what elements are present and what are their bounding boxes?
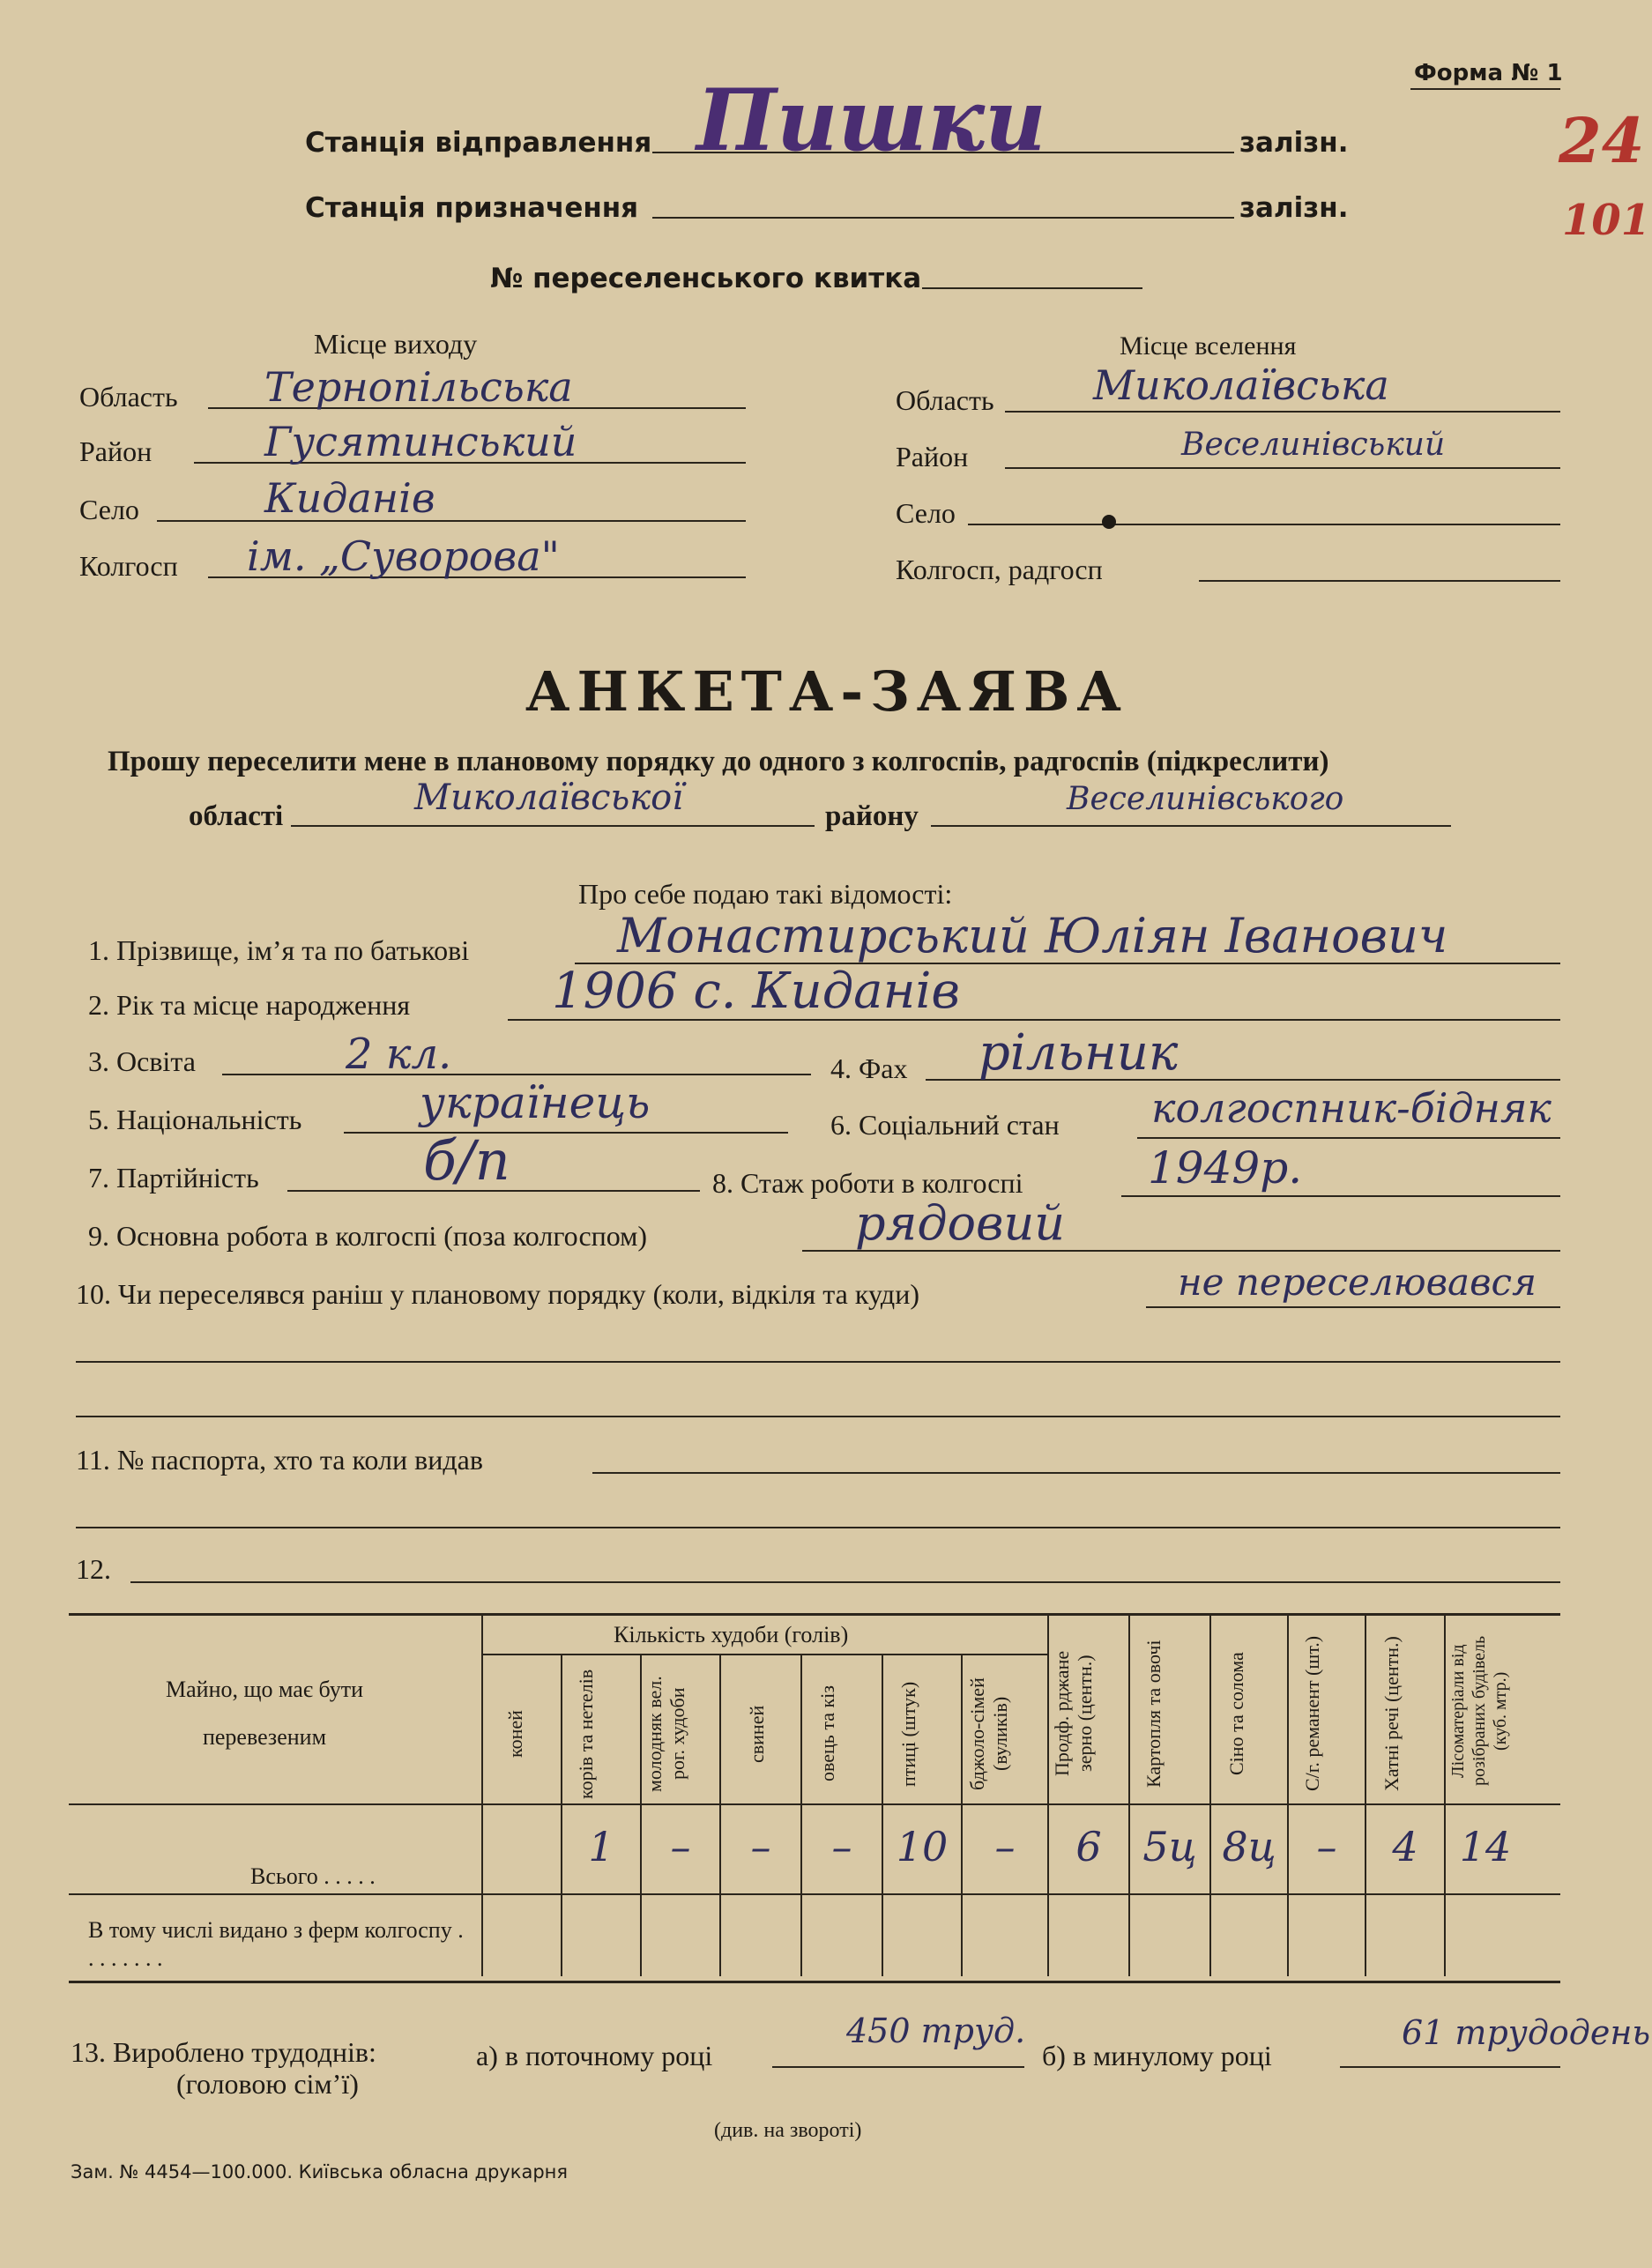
total-cell: – — [831, 1823, 852, 1870]
table-row-header: Майно, що має бути перевезеним — [166, 1677, 363, 1750]
request-rayon-line — [931, 825, 1451, 827]
field-3-line — [222, 1074, 811, 1075]
origin-oblast-value: Тернопільська — [264, 363, 573, 411]
origin-selo-value: Киданів — [264, 474, 435, 522]
col-divider — [561, 1654, 562, 1976]
col-header: Лісоматеріали від розібраних будівель (куб. мтр.) — [1448, 1635, 1510, 1787]
ticket-label: № переселенського квитка — [490, 263, 922, 294]
total-cell: 6 — [1075, 1823, 1102, 1870]
departure-label: Станція відправлення — [305, 127, 652, 159]
col-divider — [481, 1615, 483, 1976]
total-cell: 10 — [896, 1823, 949, 1870]
field-2-label: 2. Рік та місце народження — [88, 989, 411, 1021]
field-10-value: не переселювався — [1178, 1260, 1537, 1304]
col-header: бджоло-сімей (вуликів) — [966, 1677, 1011, 1790]
settlement-rayon-line — [1005, 467, 1560, 469]
total-cell: 14 — [1459, 1823, 1512, 1870]
field-5-label: 5. Національність — [88, 1104, 302, 1135]
field-2-value: 1906 с. Киданів — [552, 963, 960, 1020]
destination-label: Станція призначення — [305, 192, 639, 224]
col-divider — [1209, 1615, 1211, 1976]
workdays-current-line — [772, 2066, 1024, 2068]
col-divider — [1444, 1615, 1446, 1976]
field-6-label: 6. Соціальний стан — [830, 1109, 1060, 1141]
departure-value: Пишки — [696, 71, 1046, 170]
field-11-line-2 — [76, 1527, 1560, 1528]
printer-note: Зам. № 4454—100.000. Київська обласна друкарня — [71, 2161, 569, 2182]
origin-heading: Місце виходу — [314, 328, 478, 360]
page-title: АНКЕТА-ЗАЯВА — [525, 659, 1128, 724]
workdays-previous-value: 61 трудодень — [1402, 2013, 1651, 2052]
ink-dot — [1102, 515, 1116, 529]
destination-rail: залізн. — [1239, 192, 1349, 224]
field-12-label: 12. — [76, 1553, 111, 1585]
col-divider — [640, 1654, 642, 1976]
workdays-label: 13. Вироблено трудоднів: — [71, 2036, 376, 2068]
field-3-label: 3. Освіта — [88, 1045, 196, 1077]
total-cell: – — [670, 1823, 691, 1870]
settlement-oblast-label: Область — [896, 384, 994, 416]
settlement-heading: Місце вселення — [1120, 331, 1297, 361]
total-row-label: Всього . . . . . — [250, 1863, 376, 1889]
field-1-value: Монастирський Юліян Іванович — [617, 908, 1448, 963]
request-oblast-label: області — [189, 800, 284, 832]
settlement-rayon-value: Веселинівський — [1181, 427, 1446, 463]
col-divider — [882, 1654, 883, 1976]
col-divider — [800, 1654, 802, 1976]
col-header: свиней — [746, 1705, 768, 1763]
archive-mark-number: 101 — [1562, 196, 1651, 245]
farm-row-label: В тому числі видано з ферм колгоспу . . . . . . . . — [88, 1917, 464, 1971]
intro-text: Про себе подаю такі відомості: — [578, 878, 953, 910]
field-10-line — [1146, 1306, 1560, 1308]
col-header: корів та нетелів — [575, 1669, 597, 1799]
table-row-divider-1 — [69, 1803, 1560, 1805]
field-4-value: рільник — [979, 1024, 1179, 1082]
field-4-label: 4. Фах — [830, 1052, 908, 1084]
field-5-line — [344, 1132, 788, 1134]
field-1-label: 1. Прізвище, ім’я та по батькові — [88, 934, 470, 966]
col-divider — [1365, 1615, 1366, 1976]
destination-line — [652, 217, 1234, 219]
settlement-kolhosp-label: Колгосп, радгосп — [896, 554, 1103, 585]
request-rayon-value: Веселинівського — [1067, 781, 1344, 817]
livestock-group-header: Кількість худоби (голів) — [614, 1622, 849, 1647]
origin-rayon-value: Гусятинський — [264, 418, 577, 465]
settlement-selo-label: Село — [896, 497, 956, 529]
field-12-line — [130, 1581, 1560, 1583]
field-9-value: рядовий — [855, 1195, 1066, 1251]
field-10-label: 10. Чи переселявся раніш у плановому порядку (коли, відкіля та куди) — [76, 1278, 919, 1310]
archive-mark: 24 — [1559, 104, 1645, 177]
request-oblast-line — [291, 825, 815, 827]
see-reverse-note: (див. на звороті) — [714, 2119, 862, 2142]
total-cell: 1 — [588, 1823, 614, 1870]
field-8-line — [1121, 1195, 1560, 1197]
settlement-kolhosp-line — [1199, 580, 1560, 582]
field-7-label: 7. Партійність — [88, 1162, 259, 1193]
workdays-previous-line — [1340, 2066, 1560, 2068]
settlement-oblast-value: Миколаївська — [1093, 361, 1389, 409]
col-header: молодняк вел. рог. худоби — [644, 1676, 688, 1792]
field-8-label: 8. Стаж роботи в колгоспі — [712, 1167, 1023, 1199]
total-cell: – — [750, 1823, 771, 1870]
field-3-value: 2 кл. — [346, 1030, 452, 1079]
origin-rayon-label: Район — [79, 435, 153, 467]
field-7-value: б/п — [423, 1128, 510, 1193]
field-6-value: колгоспник-бідняк — [1151, 1084, 1552, 1132]
col-divider — [1287, 1615, 1289, 1976]
livestock-group-line — [483, 1654, 1047, 1655]
ticket-line — [922, 287, 1142, 289]
col-header: овець та кіз — [816, 1685, 838, 1782]
field-11-line — [592, 1472, 1560, 1474]
field-10-line-3 — [76, 1416, 1560, 1417]
col-header: коней — [504, 1710, 526, 1758]
request-rayon-label: району — [825, 800, 919, 832]
divider — [1410, 88, 1560, 90]
total-cell: 8ц — [1222, 1823, 1276, 1870]
field-6-line — [1137, 1137, 1560, 1139]
total-cell: – — [1316, 1823, 1337, 1870]
table-row-divider-2 — [69, 1893, 1560, 1895]
field-11-label: 11. № паспорта, хто та коли видав — [76, 1444, 483, 1476]
col-header: Картопля та овочі — [1142, 1640, 1165, 1788]
col-divider — [961, 1654, 963, 1976]
request-oblast-value: Миколаївської — [414, 777, 684, 818]
col-header: С/г. реманент (шт.) — [1301, 1635, 1323, 1792]
total-cell: – — [994, 1823, 1016, 1870]
col-divider — [719, 1654, 721, 1976]
request-text: Прошу переселити мене в плановому порядку до одного з колгоспів, радгоспів (підкреслити) — [108, 746, 1329, 777]
col-header: Продф. рджане зерно (центн.) — [1051, 1650, 1096, 1777]
total-cell: 5ц — [1142, 1823, 1197, 1870]
origin-selo-line — [157, 520, 746, 522]
departure-rail: залізн. — [1239, 127, 1349, 159]
field-5-value: українець — [420, 1077, 651, 1128]
workdays-current-label: а) в поточному році — [476, 2040, 713, 2071]
settlement-rayon-label: Район — [896, 441, 969, 472]
workdays-previous-label: б) в минулому році — [1042, 2040, 1272, 2071]
col-header: птиці (штук) — [897, 1681, 919, 1787]
origin-oblast-label: Область — [79, 381, 178, 413]
origin-selo-label: Село — [79, 494, 139, 525]
field-8-value: 1949р. — [1148, 1142, 1303, 1193]
origin-kolhosp-value: ім. „Суворова" — [247, 532, 560, 580]
form-number: Форма № 1 — [1414, 60, 1563, 86]
col-divider — [1047, 1615, 1049, 1976]
col-header: Сіно та солома — [1225, 1652, 1247, 1775]
field-10-line-2 — [76, 1361, 1560, 1363]
total-cell: 4 — [1392, 1823, 1418, 1870]
col-header: Хатні речі (центн.) — [1380, 1636, 1403, 1791]
workdays-sub: (головою сім’ї) — [176, 2068, 359, 2100]
settlement-selo-line — [968, 524, 1560, 525]
settlement-oblast-line — [1005, 411, 1560, 413]
field-9-label: 9. Основна робота в колгоспі (поза колгоспом) — [88, 1220, 648, 1252]
col-divider — [1128, 1615, 1130, 1976]
workdays-current-value: 450 труд. — [846, 2011, 1026, 2050]
origin-kolhosp-label: Колгосп — [79, 550, 178, 582]
